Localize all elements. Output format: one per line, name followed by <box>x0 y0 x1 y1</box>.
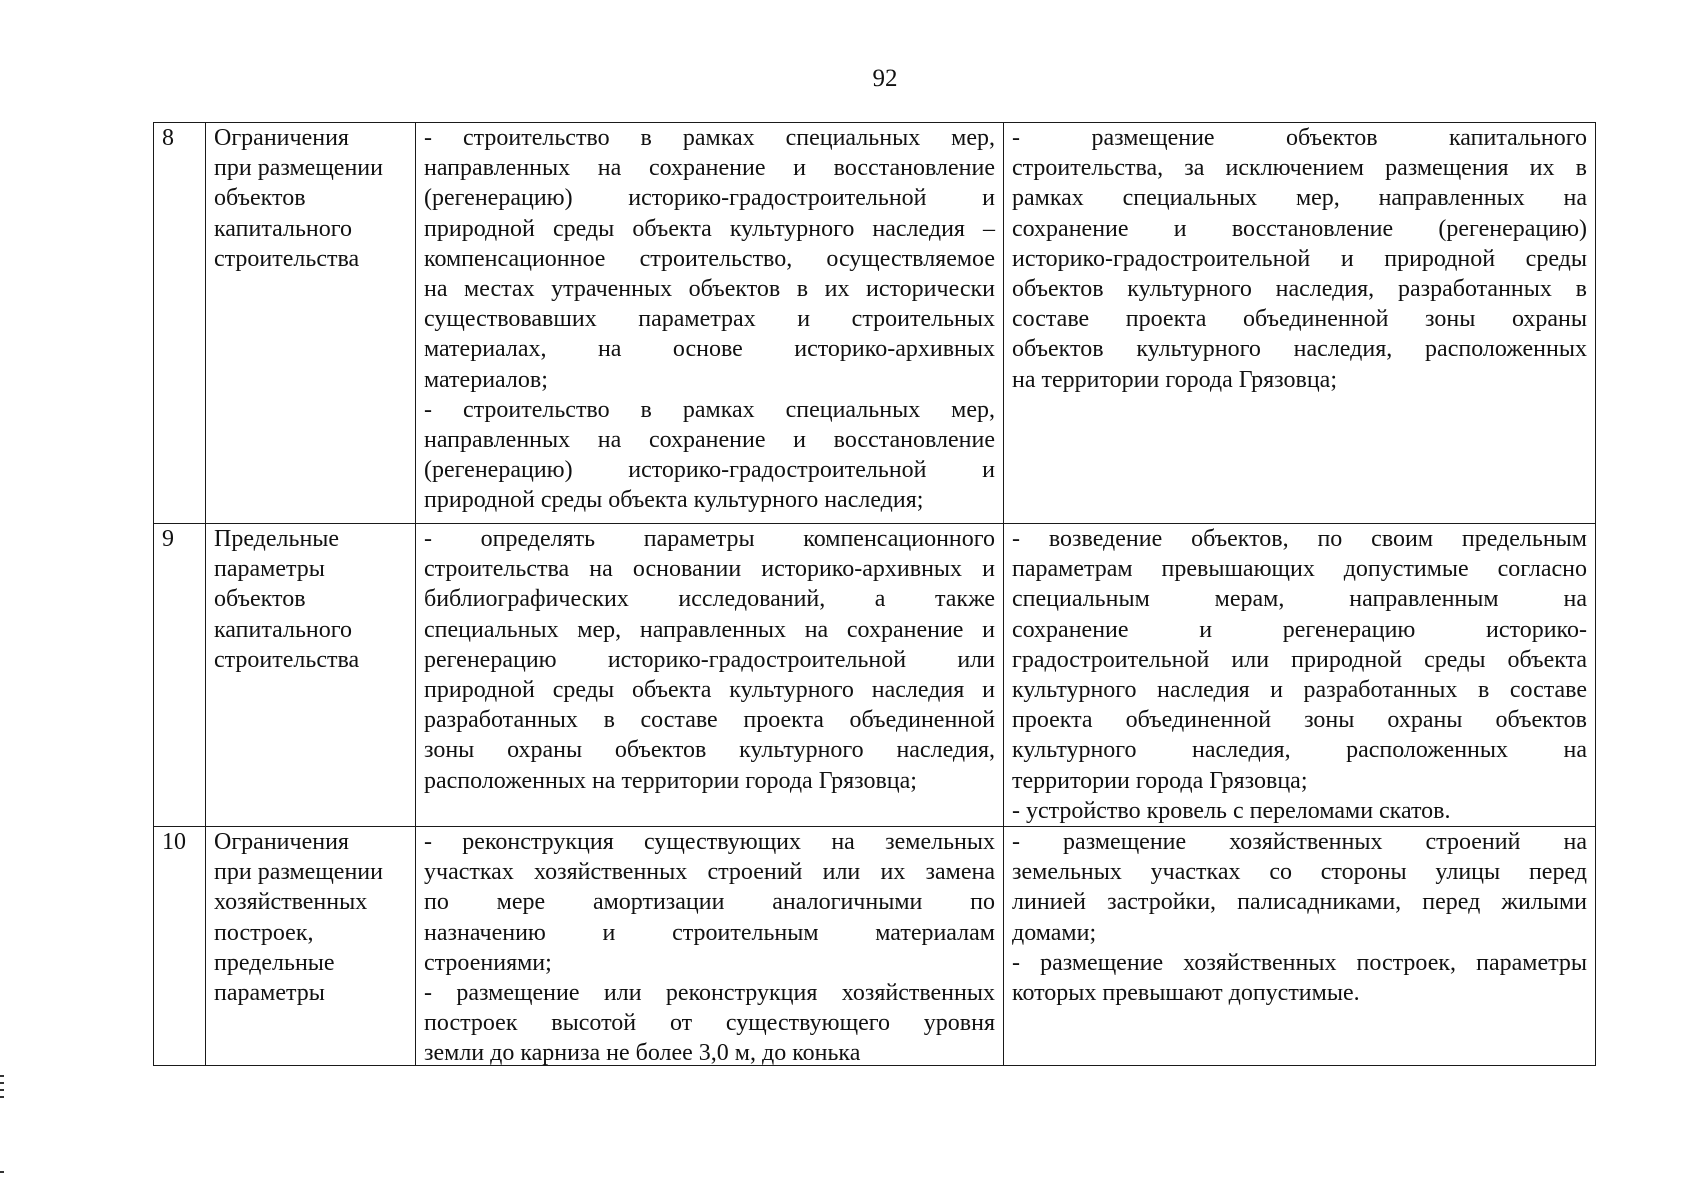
row-number: 10 <box>154 827 206 1066</box>
row-title-line: строительства <box>214 245 360 272</box>
text-line: направленных на сохранение и восстановление <box>424 427 995 454</box>
text-line: природной среды объекта культурного наследия и <box>424 677 995 704</box>
cell-text <box>1012 123 1587 395</box>
cell-text <box>424 827 995 1065</box>
text-line: материалов; <box>424 366 548 393</box>
text-line: природной среды объекта культурного наследия; <box>424 487 924 514</box>
text-line: материалах, на основе историко-архивных <box>424 336 995 363</box>
text-line: специальных мер, направленных на сохранение и <box>424 616 995 643</box>
row-title-line: параметры <box>214 980 325 1007</box>
text-line: объектов культурного наследия, расположенных <box>1012 336 1587 363</box>
table-row <box>154 827 1596 1066</box>
row-title-line: предельные <box>214 949 335 976</box>
text-line: историко-градостроительной и природной среды <box>1012 245 1587 272</box>
text-line: - реконструкция существующих на земельных <box>424 829 995 856</box>
text-line: построек высотой от существующего уровня <box>424 1010 995 1037</box>
margin-mark <box>0 1096 4 1098</box>
text-line: параметрам превышающих допустимые согласно <box>1012 556 1587 583</box>
row-title-line: Предельные <box>214 526 340 552</box>
text-line: - размещение объектов капитального <box>1012 125 1587 151</box>
row-title-line: капитального <box>214 616 352 643</box>
text-line: объектов культурного наследия, разработанных в <box>1012 276 1587 303</box>
table-row <box>154 123 1596 524</box>
text-line: природной среды объекта культурного наследия – <box>424 215 995 242</box>
page-number: 92 <box>872 65 898 92</box>
margin-mark <box>0 1075 4 1077</box>
text-line: составе проекта объединенной зоны охраны <box>1012 306 1587 333</box>
text-line: территории города Грязовца; <box>1012 767 1308 794</box>
text-line: специальным мерам, направленным на <box>1012 586 1587 613</box>
text-line: линией застройки, палисадниками, перед жилыми <box>1012 889 1587 916</box>
row-title-line: объектов <box>214 185 306 212</box>
margin-mark <box>0 1089 4 1091</box>
text-line: расположенных на территории города Грязовца; <box>424 767 917 794</box>
row-title-line: хозяйственных <box>214 889 368 916</box>
row-title-line: объектов <box>214 586 306 613</box>
table-row <box>154 524 1596 827</box>
text-line: градостроительной или природной среды объекта <box>1012 646 1587 673</box>
text-line: культурного наследия, расположенных на <box>1012 737 1587 764</box>
text-line: строительства, за исключением размещения их в <box>1012 155 1587 182</box>
text-line: строениями; <box>424 949 552 976</box>
text-line: (регенерацию) историко-градостроительной и <box>424 457 995 484</box>
row-number: 9 <box>154 524 206 827</box>
cell-text <box>424 123 995 516</box>
text-line: направленных на сохранение и восстановление <box>424 155 995 182</box>
cell-text <box>424 524 995 796</box>
text-line: на местах утраченных объектов в их исторически <box>424 276 995 303</box>
row-title-line: Ограничения <box>214 829 349 856</box>
text-line: по мере амортизации аналогичными по <box>424 889 995 916</box>
text-line: - строительство в рамках специальных мер, <box>424 396 995 423</box>
row-title-cell <box>206 524 416 827</box>
prohibited-measures-cell <box>1004 123 1596 524</box>
text-line: строительства на основании историко-архивных и <box>424 556 995 583</box>
permitted-measures-cell <box>416 123 1004 524</box>
row-title-cell <box>206 123 416 524</box>
text-line: культурного наследия и разработанных в составе <box>1012 677 1587 704</box>
row-title-line: при размещении <box>214 859 383 886</box>
prohibited-measures-cell <box>1004 524 1596 827</box>
row-title-line: строительства <box>214 646 360 673</box>
text-line: библиографических исследований, а также <box>424 586 995 613</box>
text-line: компенсационное строительство, осуществляемое <box>424 245 995 272</box>
cell-text <box>1012 524 1587 826</box>
row-title-line: параметры <box>214 556 325 583</box>
text-line: земельных участках со стороны улицы перед <box>1012 859 1587 886</box>
row-title-cell <box>206 827 416 1066</box>
text-line: - устройство кровель с переломами скатов. <box>1012 797 1451 824</box>
text-line: - размещение или реконструкция хозяйственных <box>424 980 995 1007</box>
permitted-measures-cell <box>416 827 1004 1066</box>
restrictions-table <box>153 122 1596 1066</box>
text-line: существовавших параметрах и строительных <box>424 306 995 333</box>
text-line: участках хозяйственных строений или их замена <box>424 859 995 886</box>
text-line: - определять параметры компенсационного <box>424 526 995 552</box>
text-line: - размещение хозяйственных построек, параметры <box>1012 949 1587 976</box>
text-line: - возведение объектов, по своим предельным <box>1012 526 1587 552</box>
prohibited-measures-cell <box>1004 827 1596 1066</box>
text-line: которых превышают допустимые. <box>1012 980 1360 1007</box>
text-line: зоны охраны объектов культурного наследия, <box>424 737 995 764</box>
text-line: проекта объединенной зоны охраны объектов <box>1012 707 1587 734</box>
text-line: земли до карниза не более 3,0 м, до конька <box>424 1040 861 1066</box>
text-line: сохранение и восстановление (регенерацию) <box>1012 215 1587 242</box>
permitted-measures-cell <box>416 524 1004 827</box>
row-title-line: капитального <box>214 215 352 242</box>
margin-mark <box>0 1082 4 1084</box>
table-body <box>154 123 1596 1066</box>
margin-mark <box>0 1171 4 1173</box>
text-line: - размещение хозяйственных строений на <box>1012 829 1587 856</box>
text-line: регенерацию историко-градостроительной или <box>424 646 995 673</box>
text-line: разработанных в составе проекта объединенной <box>424 707 995 734</box>
text-line: на территории города Грязовца; <box>1012 366 1337 393</box>
cell-text <box>1012 827 1587 1065</box>
row-title-line: при размещении <box>214 155 383 182</box>
text-line: рамках специальных мер, направленных на <box>1012 185 1587 212</box>
row-number: 8 <box>154 123 206 524</box>
text-line: назначению и строительным материалам <box>424 919 995 946</box>
row-title-line: Ограничения <box>214 125 349 151</box>
text-line: - строительство в рамках специальных мер, <box>424 125 995 151</box>
row-title-line: построек, <box>214 919 314 946</box>
text-line: (регенерацию) историко-градостроительной и <box>424 185 995 212</box>
text-line: домами; <box>1012 919 1097 946</box>
text-line: сохранение и регенерацию историко- <box>1012 616 1587 643</box>
